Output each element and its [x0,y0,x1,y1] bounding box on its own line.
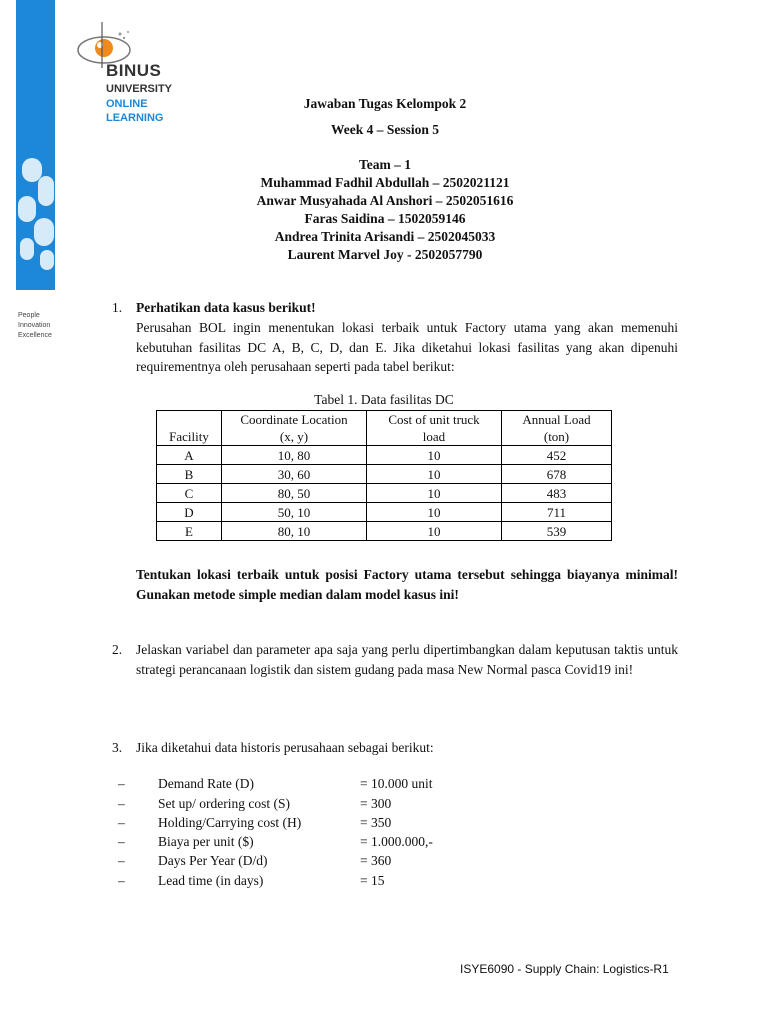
dash-bullet: – [118,873,125,888]
header-coordinate [222,411,367,446]
cell-cost: 10 [367,465,502,484]
question-instruction: Tentukan lokasi terbaik untuk posisi Factory utama tersebut sehingga biayanya minimal! Gunakan metode simple median dalam model kasus ini! [136,567,678,602]
tagline-line: People [18,312,40,319]
dash-bullet: – [118,834,125,849]
page-footer: ISYE6090 - Supply Chain: Logistics-R1 [460,962,669,976]
cell-coord: 80, 50 [222,484,367,503]
item-value: = 10.000 unit [360,776,433,791]
cell-coord: 80, 10 [222,522,367,541]
item-label: Demand Rate (D) [158,776,254,791]
cell-coord: 10, 80 [222,446,367,465]
logo-online-text: ONLINE [106,98,148,110]
dash-bullet: – [118,853,125,868]
document-title: Jawaban Tugas Kelompok 2 [303,96,467,111]
team-member: Faras Saidina – 1502059146 [304,211,466,226]
cell-cost: 10 [367,484,502,503]
cell-coord: 50, 10 [222,503,367,522]
item-value: = 1.000.000,- [360,834,433,849]
cell-load: 452 [502,446,612,465]
dash-bullet: – [118,796,125,811]
table-row [157,522,612,541]
cell-cost: 10 [367,446,502,465]
team-member: Muhammad Fadhil Abdullah – 2502021121 [260,175,510,190]
facility-table [156,410,612,541]
team-member: Anwar Musyahada Al Anshori – 2502051616 [256,193,514,208]
question-number: 1. [112,300,123,315]
brand-tagline [18,311,52,341]
item-value: = 360 [360,853,392,868]
team-label: Team – 1 [358,157,411,172]
logo-binus-text: BINUS [106,61,162,80]
item-value: = 350 [360,815,392,830]
question-heading: Perhatikan data kasus berikut! [136,300,316,315]
table-row [157,503,612,522]
dash-bullet: – [118,776,125,791]
tagline-line: Excellence [18,332,52,339]
cell-load: 678 [502,465,612,484]
question-paragraph: Perusahan BOL ingin menentukan lokasi terbaik untuk Factory utama yang akan memenuhi kebutuhan fasilitas DC A, B, C, D, dan E. Jika diketahui lokasi fasilitas yang akan dipenuhi requirementnya oleh perusahaan seperti pada tabel berikut: [136,320,678,374]
item-label: Biaya per unit ($) [158,834,254,849]
table-row [157,446,612,465]
table-header-row [157,411,612,446]
cell-facility: D [157,503,222,522]
header-cost [367,411,502,446]
header-load-line2: (ton) [543,429,570,444]
cell-load: 711 [502,503,612,522]
sidebar-decorative-strip [16,0,55,290]
cell-facility: C [157,484,222,503]
cell-coord: 30, 60 [222,465,367,484]
cell-cost: 10 [367,503,502,522]
table-row [157,484,612,503]
tagline-line: Innovation [18,322,51,329]
item-label: Lead time (in days) [158,873,264,888]
dash-bullet: – [118,815,125,830]
header-facility-text: Facility [169,429,209,444]
header-coordinate-line1: Coordinate Location [240,412,348,427]
item-label: Set up/ ordering cost (S) [158,796,290,811]
logo-learning-text: LEARNING [106,112,164,124]
question-number: 3. [112,740,123,755]
item-label: Holding/Carrying cost (H) [158,815,302,830]
logo-university-text: UNIVERSITY [106,83,173,95]
item-value: = 300 [360,796,392,811]
cell-load: 539 [502,522,612,541]
item-label: Days Per Year (D/d) [158,853,268,868]
cell-cost: 10 [367,522,502,541]
header-load-line1: Annual Load [522,412,591,427]
item-value: = 15 [360,873,385,888]
table-caption: Tabel 1. Data fasilitas DC [314,392,454,407]
cell-load: 483 [502,484,612,503]
header-facility [157,411,222,446]
header-coordinate-line2: (x, y) [279,429,309,444]
question-number: 2. [112,642,123,657]
cell-facility: A [157,446,222,465]
question-paragraph: Jika diketahui data historis perusahaan sebagai berikut: [136,740,434,755]
header-load [502,411,612,446]
header-cost-line2: load [422,429,446,444]
team-member: Andrea Trinita Arisandi – 2502045033 [274,229,496,244]
table-row [157,465,612,484]
week-session: Week 4 – Session 5 [330,122,439,137]
question-paragraph: Jelaskan variabel dan parameter apa saja yang perlu dipertimbangkan dalam keputusan taktis untuk strategi perancanaan logistik dan sistem gudang pada masa New Normal pasca Covid19 ini! [136,642,678,677]
cell-facility: B [157,465,222,484]
team-member: Laurent Marvel Joy - 2502057790 [287,247,483,262]
cell-facility: E [157,522,222,541]
header-cost-line1: Cost of unit truck [388,412,480,427]
